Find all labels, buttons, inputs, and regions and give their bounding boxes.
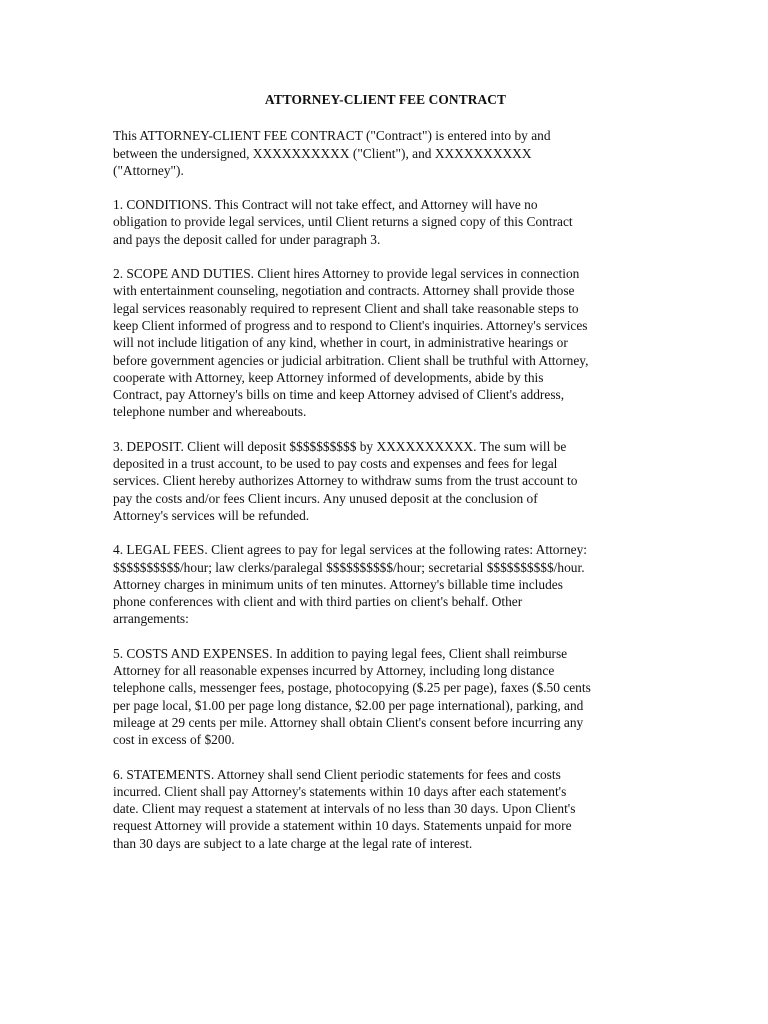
conditions-paragraph: 1. CONDITIONS. This Contract will not take effect, and Attorney will have no obligation to provide legal services, until Client returns a signed copy of this Contract and pays the deposit called for under paragraph 3. xyxy=(113,197,573,247)
document-title: ATTORNEY-CLIENT FEE CONTRACT xyxy=(264,92,507,107)
costs-and-expenses-paragraph: 5. COSTS AND EXPENSES. In addition to paying legal fees, Client shall reimburse Attorney for all reasonable expenses incurred by Attorney, including long distance telephone calls, messenger fees, postage, photocopying ($.25 per page), faxes ($.50 cents per page local, $1.00 per page long distance, $2.00 per page international), parking, and mileage at 29 cents per mile. Attorney shall obtain Client's consent before incurring any cost in excess of $200. xyxy=(113,645,591,748)
intro-paragraph: This ATTORNEY-CLIENT FEE CONTRACT ("Contract") is entered into by and between the undersigned, XXXXXXXXXX ("Client"), and XXXXXXXXXX ("Attorney"). xyxy=(113,128,551,178)
statements-paragraph: 6. STATEMENTS. Attorney shall send Client periodic statements for fees and costs incurred. Client shall pay Attorney's statements within 10 days after each statement's date. Client may request a statement at intervals of no less than 30 days. Upon Client's request Attorney will provide a statement within 10 days. Statements unpaid for more than 30 days are subject to a late charge at the legal rate of interest. xyxy=(113,766,576,851)
scope-and-duties-paragraph: 2. SCOPE AND DUTIES. Client hires Attorney to provide legal services in connection with entertainment counseling, negotiation and contracts. Attorney shall provide those legal services reasonably required to represent Client and shall take reasonable steps to keep Client informed of progress and to respond to Client's inquiries. Attorney's services will not include litigation of any kind, whether in court, in administrative hearings or before government agencies or judicial arbitration. Client shall be truthful with Attorney, cooperate with Attorney, keep Attorney informed of developments, abide by this Contract, pay Attorney's bills on time and keep Attorney advised of Client's address, telephone number and whereabouts. xyxy=(113,266,589,420)
contract-body xyxy=(113,91,658,869)
legal-fees-paragraph: 4. LEGAL FEES. Client agrees to pay for legal services at the following rates: Attorney: $$$$$$$$$$/hour; law clerks/paralegal $$$$$$$$$$/hour; secretarial $$$$$$$$$$/hour. Attorney charges in minimum units of ten minutes. Attorney's billable time includes phone conferences with client and with third parties on client's behalf. Other arrangements: xyxy=(113,542,588,627)
deposit-paragraph: 3. DEPOSIT. Client will deposit $$$$$$$$$$ by XXXXXXXXXX. The sum will be deposited in a trust account, to be used to pay costs and expenses and fees for legal services. Client hereby authorizes Attorney to withdraw sums from the trust account to pay the costs and/or fees Client incurs. Any unused deposit at the conclusion of Attorney's services will be refunded. xyxy=(113,438,578,523)
